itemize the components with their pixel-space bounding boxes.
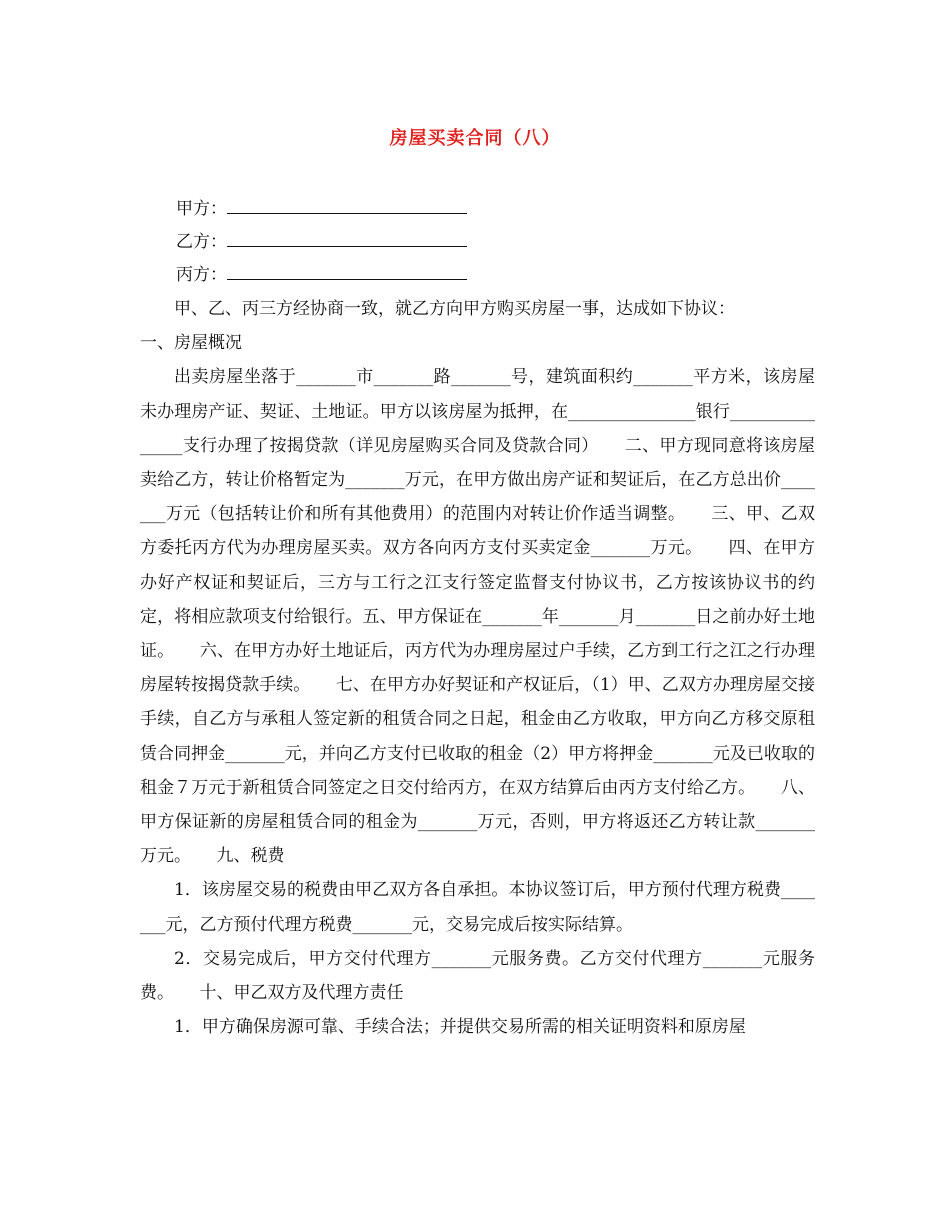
party-a-line [176, 197, 467, 220]
paragraph-intro: 甲、乙、丙三方经协商一致，就乙方向甲方购买房屋一事，达成如下协议： [174, 299, 735, 319]
party-c-blank [227, 263, 467, 280]
document-title: 房屋买卖合同（八） [389, 128, 561, 149]
party-c-line [176, 263, 467, 286]
party-b-line [176, 230, 467, 253]
party-c-label: 丙方： [176, 265, 227, 285]
party-a-blank [227, 197, 467, 214]
paragraph-tax-1: 1．该房屋交易的税费由甲乙双方各自承担。本协议签订后，甲方预付代理方税费_______元，乙方预付代理方税费_______元，交易完成后按实际结算。 [140, 880, 815, 935]
contract-body [140, 292, 815, 1044]
party-b-label: 乙方： [176, 232, 227, 252]
party-b-blank [227, 230, 467, 247]
party-a-label: 甲方： [176, 199, 227, 219]
paragraph-duty-1: 1．甲方确保房源可靠、手续合法；并提供交易所需的相关证明资料和原房屋 [174, 1017, 746, 1038]
paragraph-tax-2: 2．交易完成后，甲方交付代理方_______元服务费。乙方交付代理方_______元服务费。 十、甲乙双方及代理方责任 [140, 948, 815, 1004]
section-heading-property: 一、房屋概况 [140, 333, 242, 354]
paragraph-main-terms: 出卖房屋坐落于_______市_______路_______号，建筑面积约_______平方米，该房屋未办理房产证、契证、土地证。甲方以该房屋为抵押，在_______________银行_______________支行办理了按揭贷款（详见房屋购买合同及贷款合同） 二、甲方现同意将该房屋卖给乙方，转让价格暂定为_______万元，在甲方做出房产证和契证后，在乙方总出价_______万元（包括转让价和所有其他费用）的范围内对转让价作适当调整。 三、甲、乙双方委托丙方代为办理房屋买卖。双方各向丙方支付买卖定金_______万元。 四、在甲方办好产权证和契证后，三方与工行之江支行签定监督支付协议书，乙方按该协议书的约定，将相应款项支付给银行。五、甲方保证在_______年_______月_______日之前办好土地证。 六、在甲方办好土地证后，丙方代为办理房屋过户手续，乙方到工行之江之行办理房屋转按揭贷款手续。 七、在甲方办好契证和产权证后，（1）甲、乙双方办理房屋交接手续，自乙方与承租人签定新的租赁合同之日起，租金由乙方收取，甲方向乙方移交原租赁合同押金_______元，并向乙方支付已收取的租金（2）甲方将押金_______元及已收取的租金７万元于新租赁合同签定之日交付给丙方，在双方结算后由丙方支付给乙方。 八、甲方保证新的房屋租赁合同的租金为_______万元，否则，甲方将返还乙方转让款_______万元。 九、税费 [140, 367, 815, 867]
